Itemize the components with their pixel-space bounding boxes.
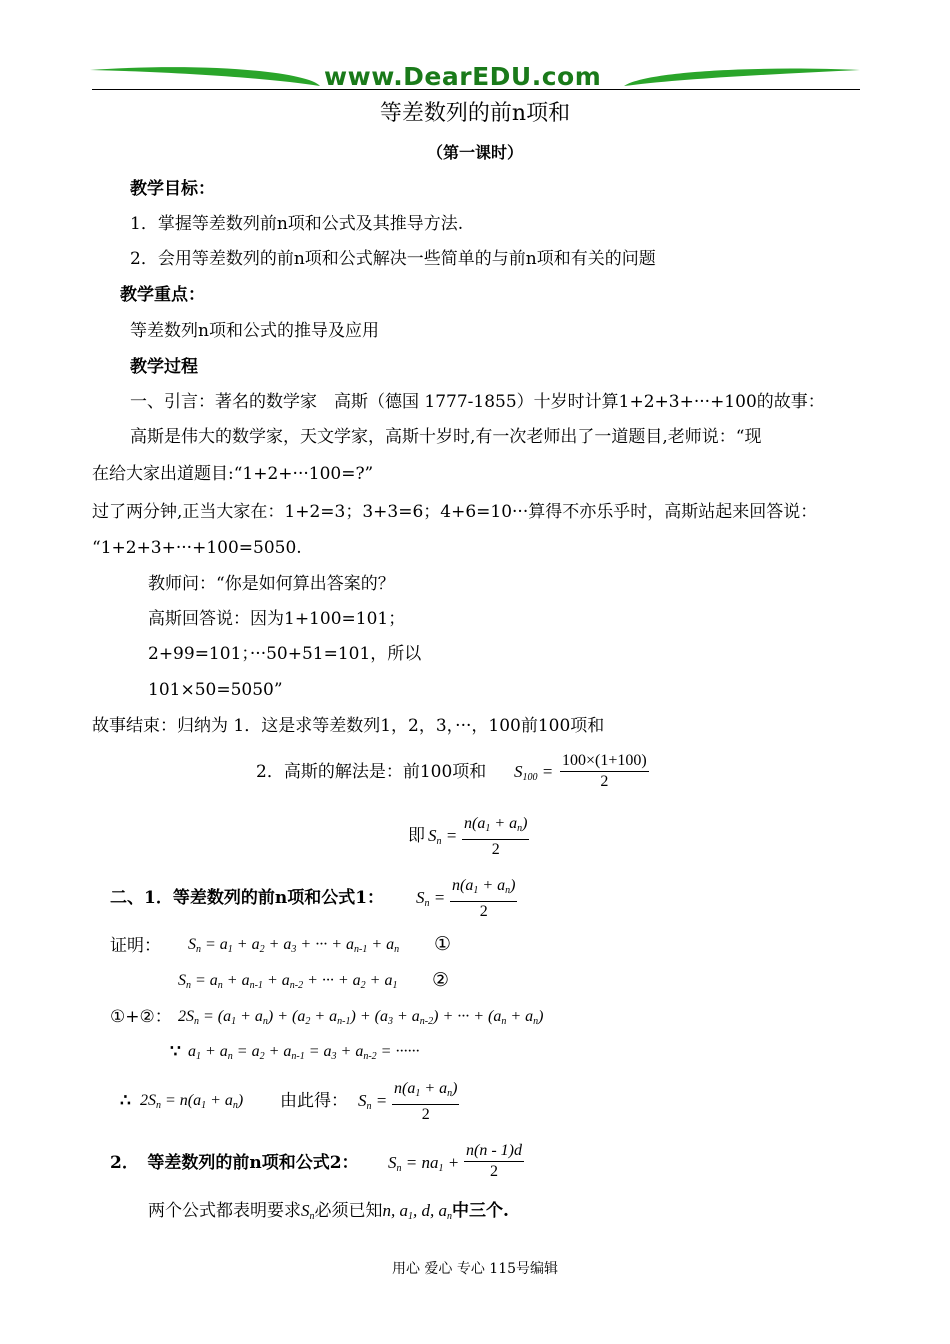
formula2-heading: 2． 等差数列的前n项和公式2： <box>110 1153 359 1173</box>
proof-eq-1: $S_n = a_1 + a_2 + a_3$ + ··· + $a_{n-1} + a_n$ <box>188 936 400 955</box>
s100-fraction <box>560 751 649 792</box>
proof-label: 证明： <box>110 936 161 956</box>
circle-1: ① <box>434 933 452 955</box>
proof-eq-2: $S_n = a_n + a_{n-1} + a_{n-2}$ + ··· + $a_2 + a_1$ <box>178 972 398 991</box>
conclusion-vars: n, $a_1$, d, $a_n$ <box>382 1201 452 1222</box>
proof-eq-4: $a_1 + a_n = a_2 + a_{n-1} = a_3 + a_{n-2}$ = ······ <box>188 1043 420 1062</box>
proof-eq-5: $2S_n = n(a_1 + a_n)$ <box>140 1092 244 1111</box>
because-symbol: ∵ <box>170 1042 181 1062</box>
page-title: 等差数列的前n项和 <box>379 101 571 126</box>
gauss-answer-1: 高斯回答说：因为1+100=101； <box>148 609 406 629</box>
summary-line-1: 故事结束：归纳为 1．这是求等差数列1，2，3，···，100前100项和 <box>92 716 605 736</box>
conclusion-prefix: 两个公式都表明要求 <box>148 1201 301 1221</box>
s100-denominator: 2 <box>600 773 609 790</box>
summary-line-2: 2．高斯的解法是：前100项和 <box>256 762 487 782</box>
objective-2: 2．会用等差数列的前n项和公式解决一些简单的与前n项和有关的问题 <box>130 249 656 269</box>
objective-1: 1．掌握等差数列前n项和公式及其推导方法. <box>130 214 464 234</box>
process-heading: 教学过程 <box>130 357 198 377</box>
formula2-numerator: n(n - 1)d <box>466 1142 522 1159</box>
site-logo: www.DearEDU.com <box>324 62 602 91</box>
s100-symbol: $S_{100}$ = <box>514 762 554 783</box>
proof-result-fraction: $n(a_1 + a_n)$ 2 <box>394 1080 458 1123</box>
s100-numerator: 100×(1+100) <box>562 752 647 769</box>
circle-2: ② <box>432 969 450 991</box>
formula1-fraction: $n(a_1 + a_n)$ 2 <box>452 877 516 920</box>
conclusion-sn: $S_n$ <box>301 1201 315 1222</box>
page-subtitle: （第一课时） <box>426 143 523 162</box>
conclusion-line <box>148 1200 509 1228</box>
gauss-answer-2: 2+99=101；···50+51=101，所以 <box>148 644 422 664</box>
left-swoosh <box>90 67 320 86</box>
page-footer: 用心 爱心 专心 115号编辑 <box>391 1261 559 1277</box>
ji-label: 即 <box>408 826 425 846</box>
story-line-1b: 在给大家出道题目:“1+2+···100=?” <box>92 464 374 484</box>
keypoints-text: 等差数列n项和公式的推导及应用 <box>130 321 379 341</box>
proof-eq-3: $2S_n = (a_1 + a_n) + (a_2 + a_{n-1}) + (a_3 + a_{n-2})$ + ··· + $(a_n + a_n)$ <box>178 1008 544 1027</box>
conclusion-middle: 必须已知 <box>314 1201 383 1221</box>
sn-symbol-2: $S_n$ = <box>416 888 446 909</box>
gauss-answer-3: 101×50=5050” <box>148 680 283 700</box>
header-rule <box>92 89 860 90</box>
sn-fraction-1: $n(a_1 + a_n)$ 2 <box>464 815 528 858</box>
story-line-2b: “1+2+3+···+100=5050. <box>92 538 302 558</box>
conclusion-suffix: 中三个. <box>452 1201 509 1221</box>
sn-symbol-3: $S_n$ = <box>358 1091 388 1112</box>
sum-label: ①+②： <box>110 1007 172 1027</box>
intro-line: 一、引言：著名的数学家 高斯（德国 1777-1855）十岁时计算1+2+3+···+100的故事： <box>130 392 825 412</box>
hence-label: 由此得： <box>280 1091 348 1111</box>
formula2-fraction: n(n - 1)d 2 <box>466 1142 522 1180</box>
story-line-2a: 过了两分钟,正当大家在：1+2=3；3+3=6；4+6=10···算得不亦乐乎时，高斯站起来回答说： <box>92 502 818 522</box>
teacher-question: 教师问：“你是如何算出答案的？ <box>148 574 395 594</box>
formula2-left: $S_n = na_1$ + <box>388 1153 460 1174</box>
sn-symbol-1: $S_n$ = <box>428 826 458 847</box>
therefore-symbol: ∴ <box>120 1091 131 1111</box>
story-line-1a: 高斯是伟大的数学家，天文学家，高斯十岁时,有一次老师出了一道题目,老师说：“现 <box>130 427 762 447</box>
right-swoosh <box>624 69 860 86</box>
objectives-heading: 教学目标： <box>130 179 215 199</box>
keypoints-heading: 教学重点： <box>120 285 205 305</box>
formula1-heading: 二、1．等差数列的前n项和公式1： <box>110 888 385 908</box>
